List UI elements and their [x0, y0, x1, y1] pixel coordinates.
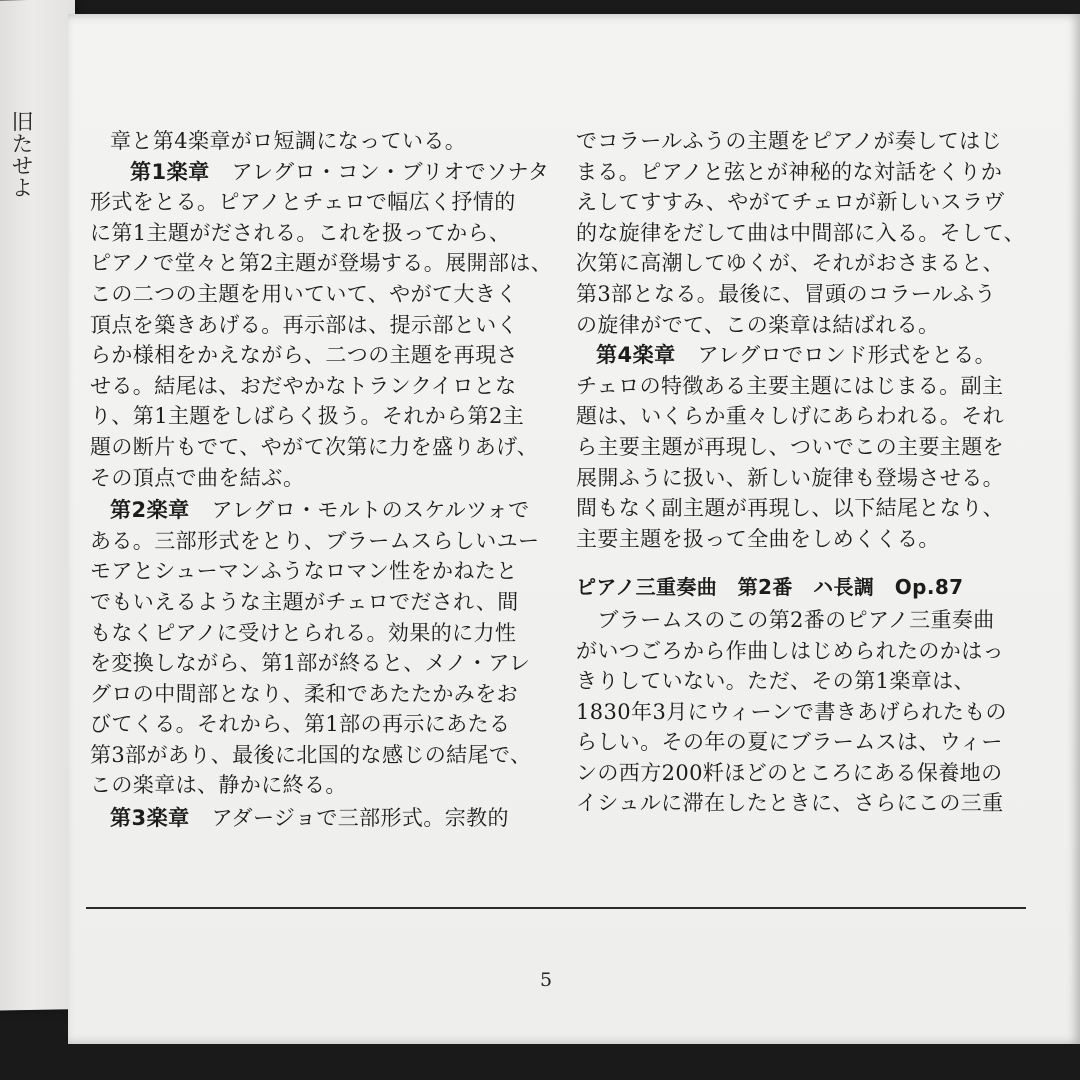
previous-page-char: た	[8, 131, 33, 155]
movement-4-text: アレグロでロンド形式をとる。 チェロの特徴ある主要主題にはじまる。副主 題は、いくらか重々しげにあらわれる。それ ら主要主題が再現し、ついでこの主要主題を 展開ふうに扱い、新しい旋律も登場させる。 間もなく副主題が再現し、以下結尾となり、 主要主題を扱って全曲をしめくくる。	[576, 343, 1004, 551]
movement-1-paragraph	[90, 157, 560, 494]
movement-1-label: 第1楽章	[130, 159, 210, 184]
movement-3-paragraph	[90, 803, 560, 834]
section-heading: ピアノ三重奏曲 第2番 ハ長調 Op.87	[576, 575, 964, 600]
previous-page-char: せ	[8, 153, 33, 177]
movement-1-text: アレグロ・コン・ブリオでソナタ 形式をとる。ピアノとチェロで幅広く抒情的 に第1主題がだされる。これを扱ってから、 ピアノで堂々と第2主題が登場する。展開部は、 この二つの主題を用いていて、やがて大きく 頂点を築きあげる。再示部は、提示部といく らか様相をかえながら、二つの主題を再現さ せる。結尾は、おだやかなトランクイロとな り、第1主題をしばらく扱う。それから第2主 題の断片もでて、やがて次第に力を盛りあげ、 その頂点で曲を結ぶ。	[90, 159, 553, 490]
movement-3-text: アダージョで三部形式。宗教的	[211, 806, 509, 831]
left-text-column	[90, 126, 560, 834]
section-intro-paragraph: ブラームスのこの第2番のピアノ三重奏曲 がいつごろから作曲しはじめられたのかはっ きりしていない。ただ、その第1楽章は、 1830年3月にウィーンで書きあげられたもの らしい。その年の夏にブラームスは、ウィー ンの西方200粁ほどのところにある保養地の イシュルに滞在したときに、さらにこの三重	[576, 607, 1007, 816]
movement-4-paragraph	[576, 340, 1046, 554]
paragraph-continuation: 章と第4楽章がロ短調になっている。	[110, 129, 467, 153]
movement-2-paragraph	[90, 495, 560, 801]
previous-page-char: よ	[8, 175, 33, 199]
previous-page-edge	[0, 0, 75, 1011]
footer-rule	[86, 907, 1026, 909]
right-text-column	[576, 126, 1046, 819]
page-number: 5	[540, 969, 553, 991]
movement-2-text: アレグロ・モルトのスケルツォで ある。三部形式をとり、ブラームスらしいユー モアとシューマンふうなロマン性をかねたと でもいえるような主題がチェロでだされ、間 もなくピアノに受けとられる。効果的に力性 を変換しながら、第1部が終ると、メノ・アレ グロの中間部となり、柔和であたたかみをお びてくる。それから、第1部の再示にあたる 第3部があり、最後に北国的な感じの結尾で、 この楽章は、静かに終る。	[90, 498, 540, 798]
previous-page-char: 旧	[8, 109, 33, 133]
movement-2-label: 第2楽章	[110, 498, 190, 523]
booklet-page	[68, 14, 1080, 1044]
movement-3-label: 第3楽章	[110, 806, 190, 831]
movement-3-continuation: でコラールふうの主題をピアノが奏してはじ まる。ピアノと弦とが神秘的な対話をくりか えしてすすみ、やがてチェロが新しいスラヴ 的な旋律をだして曲は中間部に入る。そして、 次第に高潮してゆくが、それがおさまると、 第3部となる。最後に、冒頭のコラールふう の旋律がでて、この楽章は結ばれる。	[576, 129, 1025, 337]
previous-page-text	[8, 110, 32, 198]
movement-4-label: 第4楽章	[596, 343, 676, 368]
